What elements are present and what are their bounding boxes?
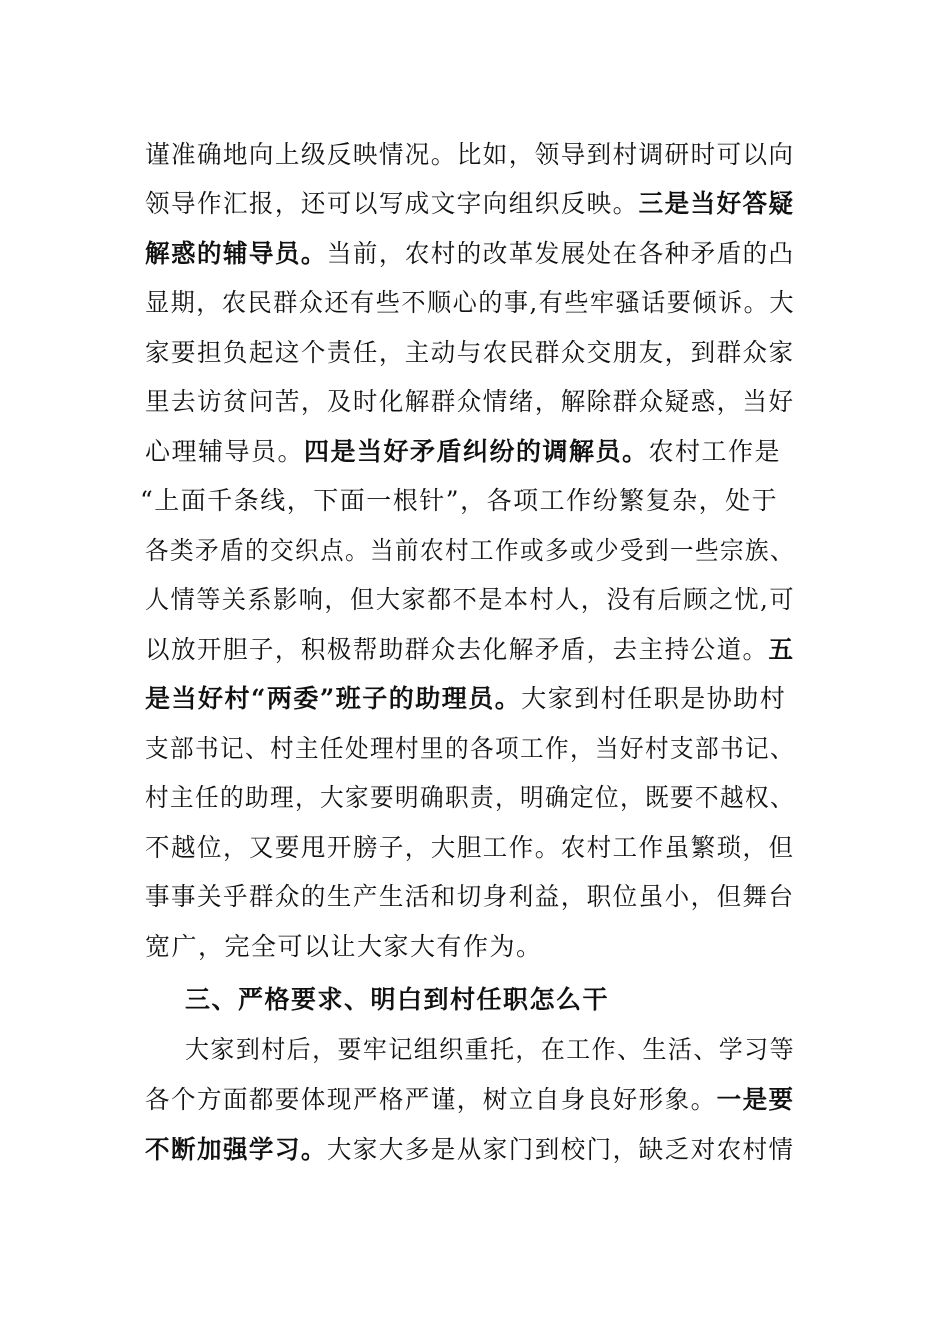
paragraph-line xyxy=(145,288,795,318)
body-text: 宽广，完全可以让大家大有作为。 xyxy=(145,932,543,961)
paragraph-line xyxy=(145,585,795,615)
body-text: 各个方面都要体现严格严谨，树立自身良好形象。 xyxy=(145,1085,717,1114)
bold-text: 三是当好答疑 xyxy=(638,189,795,218)
paragraph-line xyxy=(145,882,795,912)
body-text: 不越位，又要甩开膀子，大胆工作。农村工作虽繁琐，但 xyxy=(145,833,795,862)
body-text: 当前，农村的改革发展处在各种矛盾的凸 xyxy=(326,239,795,268)
paragraph-line xyxy=(145,338,795,368)
section-heading xyxy=(185,985,609,1015)
paragraph-line xyxy=(140,486,778,516)
paragraph-line xyxy=(145,635,795,665)
paragraph-line xyxy=(145,140,795,170)
paragraph-line xyxy=(145,833,795,863)
body-text: 村主任的助理，大家要明确职责，明确定位，既要不越权、 xyxy=(145,783,796,812)
body-text: 支部书记、村主任处理村里的各项工作，当好村支部书记、 xyxy=(145,734,796,763)
body-text: 心理辅导员。 xyxy=(145,437,305,466)
paragraph-line xyxy=(145,239,795,269)
body-text: 人情等关系影响，但大家都不是本村人，没有后顾之忧,可 xyxy=(145,585,795,614)
paragraph-line xyxy=(145,437,781,467)
bold-text: 四是当好矛盾纠纷的调解员。 xyxy=(304,437,649,466)
bold-text: 五 xyxy=(768,635,795,664)
paragraph-line xyxy=(185,1035,795,1065)
body-text: 事事关乎群众的生产生活和切身利益，职位虽小，但舞台 xyxy=(145,882,795,911)
paragraph-line xyxy=(145,1085,795,1115)
bold-text: 一是要 xyxy=(716,1085,795,1114)
bold-text: 不断加强学习。 xyxy=(145,1135,327,1164)
paragraph-line xyxy=(145,734,795,764)
paragraph-line xyxy=(145,783,795,813)
paragraph-line xyxy=(145,189,795,219)
paragraph-line xyxy=(145,684,786,714)
body-text: 大家大多是从家门到校门，缺乏对农村情 xyxy=(326,1135,795,1164)
paragraph-line xyxy=(145,932,543,962)
paragraph-line xyxy=(145,1135,795,1165)
body-text: 显期，农民群众还有些不顺心的事,有些牢骚话要倾诉。大 xyxy=(145,288,795,317)
paragraph-line xyxy=(145,387,795,417)
bold-text: 是当好村“两委”班子的助理员。 xyxy=(145,684,522,713)
paragraph-line xyxy=(145,536,795,566)
body-text: 谨准确地向上级反映情况。比如，领导到村调研时可以向 xyxy=(145,140,795,169)
body-text: 农村工作是 xyxy=(648,437,782,466)
body-text: 里去访贫问苦，及时化解群众情绪，解除群众疑惑，当好 xyxy=(145,387,795,416)
bold-text: 三、严格要求、明白到村任职怎么干 xyxy=(185,985,610,1014)
body-text: “上面千条线，下面一根针”，各项工作纷繁复杂，处于 xyxy=(140,486,779,515)
body-text: 家要担负起这个责任，主动与农民群众交朋友，到群众家 xyxy=(145,338,795,367)
body-text: 领导作汇报，还可以写成文字向组织反映。 xyxy=(145,189,639,218)
body-text: 以放开胆子，积极帮助群众去化解矛盾，去主持公道。 xyxy=(145,635,769,664)
body-text: 各类矛盾的交织点。当前农村工作或多或少受到一些宗族、 xyxy=(145,536,796,565)
body-text: 大家到村任职是协助村 xyxy=(521,684,787,713)
bold-text: 解惑的辅导员。 xyxy=(145,239,327,268)
body-text: 大家到村后，要牢记组织重托，在工作、生活、学习等 xyxy=(185,1035,796,1064)
